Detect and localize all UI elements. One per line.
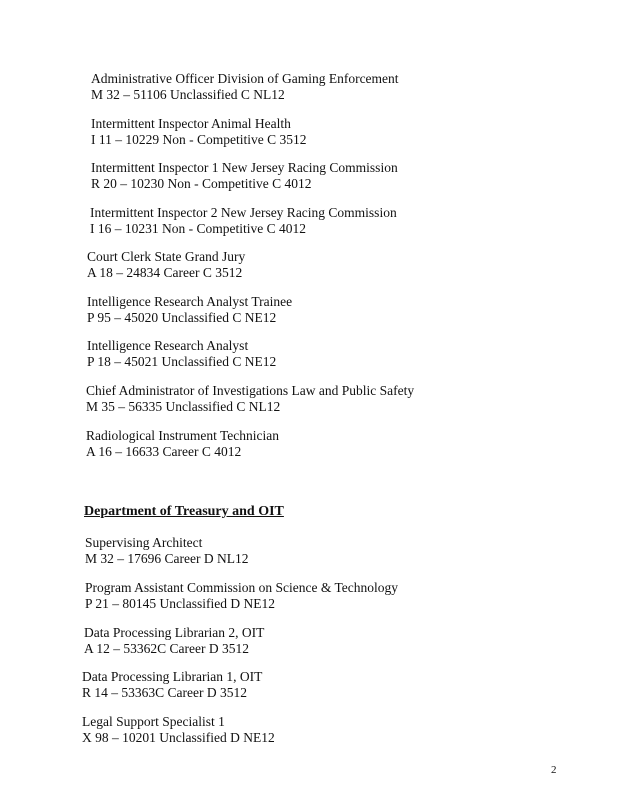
entry-code: P 18 – 45021 Unclassified C NE12 <box>87 354 277 369</box>
entry-code: A 12 – 53362C Career D 3512 <box>84 641 249 656</box>
entry-court-clerk <box>87 249 245 281</box>
entry-code: X 98 – 10201 Unclassified D NE12 <box>82 730 275 745</box>
entry-intermittent-inspector-2 <box>90 205 397 237</box>
page-number: 2 <box>551 764 557 776</box>
entry-intermittent-inspector-animal-health <box>91 116 307 148</box>
entry-code: A 16 – 16633 Career C 4012 <box>86 444 242 459</box>
entry-program-assistant <box>85 580 398 612</box>
entry-intelligence-research-analyst <box>87 338 276 370</box>
entry-title: Administrative Officer Division of Gaming Enforcement <box>91 71 399 86</box>
entry-title: Radiological Instrument Technician <box>86 428 280 443</box>
entry-title: Court Clerk State Grand Jury <box>87 249 246 264</box>
entry-radiological-instrument-technician <box>86 428 279 460</box>
entry-code: I 11 – 10229 Non - Competitive C 3512 <box>91 132 307 147</box>
entry-intermittent-inspector-1 <box>91 160 398 192</box>
entry-code: I 16 – 10231 Non - Competitive C 4012 <box>90 221 306 236</box>
entry-title: Intelligence Research Analyst <box>87 338 249 353</box>
entry-code: M 32 – 17696 Career D NL12 <box>85 551 249 566</box>
entry-code: P 95 – 45020 Unclassified C NE12 <box>87 310 277 325</box>
entry-title: Intermittent Inspector 1 New Jersey Racing Commission <box>91 160 398 175</box>
section-heading: Department of Treasury and OIT <box>84 504 284 519</box>
entry-code: R 20 – 10230 Non - Competitive C 4012 <box>91 176 312 191</box>
entry-code: M 32 – 51106 Unclassified C NL12 <box>91 87 285 102</box>
entry-intelligence-research-analyst-trainee <box>87 294 292 326</box>
entry-title: Intermittent Inspector 2 New Jersey Racing Commission <box>90 205 397 220</box>
entry-administrative-officer <box>91 71 399 103</box>
entry-title: Intelligence Research Analyst Trainee <box>87 294 293 309</box>
entry-title: Data Processing Librarian 1, OIT <box>82 669 263 684</box>
entry-code: A 18 – 24834 Career C 3512 <box>87 265 243 280</box>
entry-title: Data Processing Librarian 2, OIT <box>84 625 265 640</box>
entry-code: P 21 – 80145 Unclassified D NE12 <box>85 596 275 611</box>
entry-title: Legal Support Specialist 1 <box>82 714 225 729</box>
entry-title: Program Assistant Commission on Science & Technology <box>85 580 399 595</box>
entry-title: Chief Administrator of Investigations Law and Public Safety <box>86 383 415 398</box>
entry-legal-support-specialist <box>82 714 275 746</box>
entry-data-processing-librarian-1 <box>82 669 262 701</box>
entry-title: Supervising Architect <box>85 535 203 550</box>
entry-title: Intermittent Inspector Animal Health <box>91 116 291 131</box>
entry-supervising-architect <box>85 535 248 567</box>
entry-code: R 14 – 53363C Career D 3512 <box>82 685 247 700</box>
entry-code: M 35 – 56335 Unclassified C NL12 <box>86 399 281 414</box>
entry-data-processing-librarian-2 <box>84 625 264 657</box>
entry-chief-administrator <box>86 383 414 415</box>
